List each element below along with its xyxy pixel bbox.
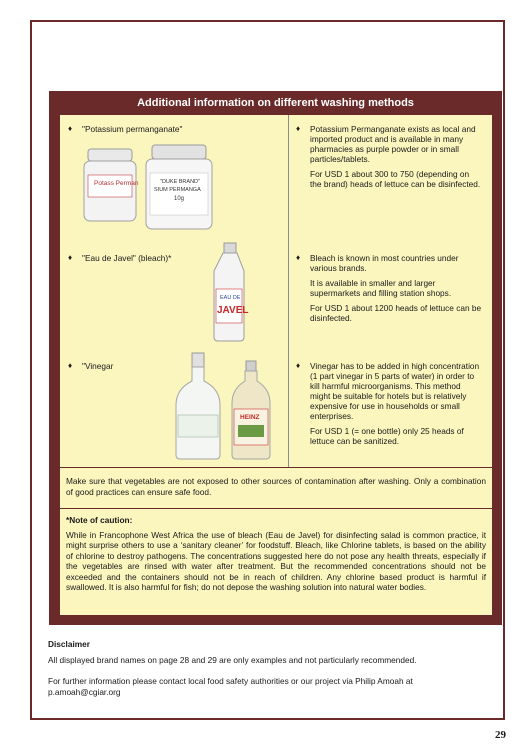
bullet-icon: ♦: [68, 253, 73, 262]
disclaimer-title: Disclaimer: [48, 639, 90, 649]
bleach-label-line2: JAVEL: [217, 305, 249, 316]
vinegar-bottles-image: [168, 351, 280, 463]
jar2-label-line3: 10g: [174, 196, 185, 202]
method-label: "Eau de Javel" (bleach)*: [82, 253, 172, 263]
bottle-body: [176, 367, 220, 459]
jar2-label-line1: "DUKE BRAND": [160, 179, 200, 185]
permanganate-jars-image: [80, 143, 220, 238]
bottle-label: [178, 415, 218, 437]
jar2-lid: [152, 145, 206, 159]
contact-text: For further information please contact local food safety authorities or our project via Philip Amoah at p.amoah@cgiar.org: [48, 676, 413, 697]
desc-para: Vinegar has to be added in high concentration (1 part vinegar in 5 parts of water) in order to kill harmful microorganisms. This method might be suitable for hotels but is relatively expensive for use in households or small enterprises.: [310, 361, 480, 421]
bleach-bottle-image: [208, 241, 252, 343]
bullet-icon: ♦: [296, 361, 301, 370]
bullet-icon: ♦: [68, 361, 73, 370]
column-divider: [288, 115, 289, 467]
bullet-icon: ♦: [296, 124, 301, 133]
section-divider: [60, 508, 492, 509]
heinz-cap: [246, 361, 256, 371]
jar2-label-line2: SIUM PERMANGA: [154, 187, 201, 193]
method-name-javel: [68, 253, 218, 263]
info-panel: [49, 91, 502, 625]
caution-block: [66, 515, 486, 593]
method-desc-vinegar: [296, 361, 482, 451]
jar-lid: [88, 149, 132, 161]
method-desc-javel: [296, 253, 482, 328]
method-desc-potassium: [296, 124, 482, 194]
method-label: "Vinegar: [82, 361, 114, 371]
caution-text: While in Francophone West Africa the use of bleach (Eau de Javel) for disinfecting salad is common practice, it might surprise others to use a ‘sanitary cleaner’ for foodstuff. Bleach, like Chlorine tablets, is based on the ability of chlorine to destroy pathogens. The concentrations suggested here do not pose any health threats, especially if the vegetables are rinsed with water after treatment. But the recommended concentrations should not be exceeded and the containers should not be in reach of children. Any chlorine based product is harmful if swallowed. It is also harmful for fish; do not depose the washing solution into natural water bodies.: [66, 529, 486, 592]
panel-body: [60, 115, 492, 615]
desc-para: It is available in smaller and larger supermarkets and filling station shops.: [310, 278, 452, 298]
desc-para: For USD 1 about 300 to 750 (depending on the brand) heads of lettuce can be disinfected.: [310, 169, 481, 189]
bullet-icon: ♦: [68, 124, 73, 133]
heinz-label-band: [238, 425, 264, 437]
panel-title: Additional information on different washing methods: [137, 97, 414, 109]
desc-para: For USD 1 about 1200 heads of lettuce can be disinfected.: [310, 303, 482, 323]
method-label: "Potassium permanganate": [82, 124, 183, 134]
method-name-potassium: [68, 124, 278, 134]
contamination-note: Make sure that vegetables are not exposed to other sources of contamination after washing. Only a combination of good practices can ensure safe food.: [66, 476, 486, 497]
heinz-label-text: HEINZ: [240, 414, 260, 421]
page-number: 29: [495, 729, 506, 741]
bleach-label-line1: EAU DE: [220, 295, 241, 301]
bottle-cap: [192, 353, 204, 367]
bottle-cap: [224, 243, 236, 253]
method-name-vinegar: [68, 361, 168, 371]
caution-title: *Note of caution:: [66, 515, 133, 525]
jar1-label-text: Potass Perman: [94, 180, 139, 187]
desc-para: For USD 1 (= one bottle) only 25 heads of lettuce can be sanitized.: [310, 426, 464, 446]
desc-para: Potassium Permanganate exists as local and imported product and is available in many pharmacies as purple powder or in small particles/tablets.: [310, 124, 476, 164]
desc-para: Bleach is known in most countries under various brands.: [310, 253, 459, 273]
disclaimer-text: All displayed brand names on page 28 and 29 are only examples and not particularly recommended.: [48, 655, 417, 665]
bullet-icon: ♦: [296, 253, 301, 262]
section-divider: [60, 467, 492, 468]
